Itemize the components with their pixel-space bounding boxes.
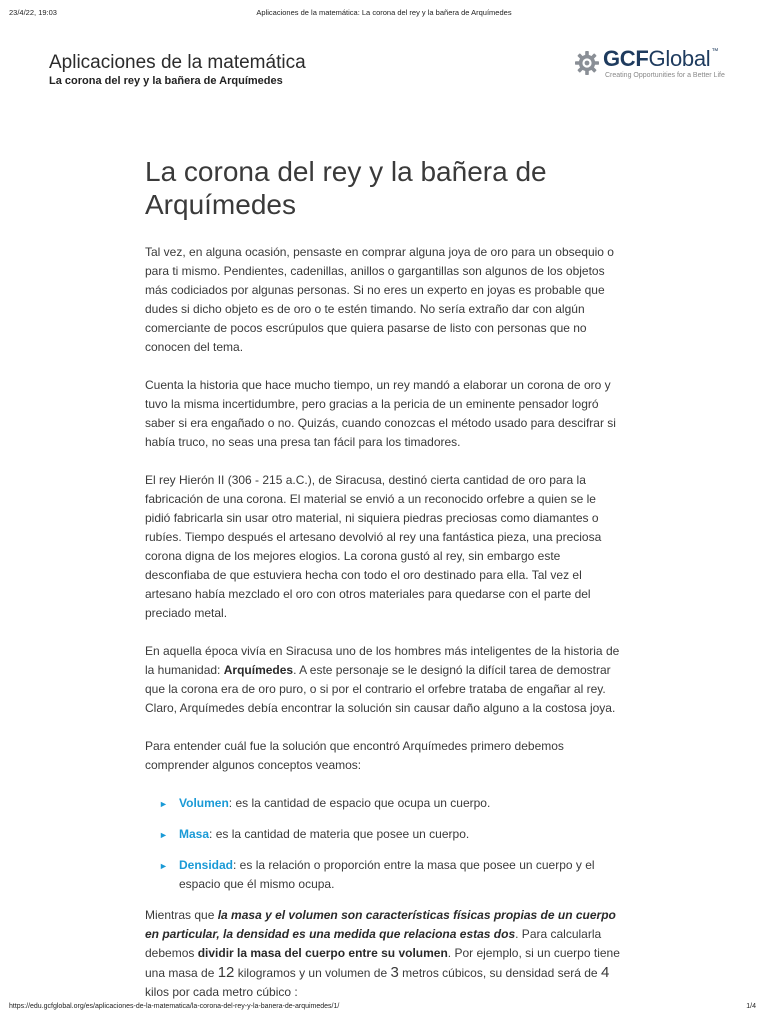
print-date: 23/4/22, 19:03 [9, 8, 57, 17]
term-masa: Masa [179, 827, 210, 841]
list-item-densidad: ► Densidad: es la relación o proporción entre la masa que posee un cuerpo y el espacio que él mismo ocupa. [159, 858, 595, 891]
print-document-title: Aplicaciones de la matemática: La corona del rey y la bañera de Arquímedes [256, 8, 512, 17]
page-url: https://edu.gcfglobal.org/es/aplicaciones-de-la-matematica/la-corona-del-rey-y-la-banera-de-arquimedes/1/ [9, 1003, 340, 1010]
page-number: 1/4 [746, 1003, 756, 1010]
logo-wordmark: GCFGlobal™ [603, 46, 719, 71]
article-title: La corona del rey y la bañera de Arquímedes [145, 156, 547, 220]
paragraph-archimedes: En aquella época vivía en Siracusa uno de los hombres más inteligentes de la historia de la humanidad: Arquímedes. A este personaje se le designó la difícil tarea de demostrar que la corona era de oro puro, o si por el contrario el orfebre trataba de engañar al rey. Claro, Arquímedes debía encontrar la solución sin causar daño alguno a la costosa joya. [145, 644, 620, 715]
triangle-bullet-icon: ► [159, 861, 168, 871]
gcfglobal-logo[interactable] [574, 46, 754, 86]
term-volumen: Volumen [179, 796, 229, 810]
print-footer [0, 1000, 768, 1024]
paragraph-concepts-intro: Para entender cuál fue la solución que encontró Arquímedes primero debemos comprender algunos conceptos veamos: [145, 739, 564, 772]
paragraph-density-definition: Mientras que la masa y el volumen son características físicas propias de un cuerpo en particular, la densidad es una medida que relaciona estas dos. Para calcularla debemos dividir la masa del cuerpo entre su volumen. Por ejemplo, si un cuerpo tiene una masa de 12 kilogramos y un volumen de 3 metros cúbicos, su densidad será de 4 kilos por cada metro cúbico : [145, 908, 620, 999]
concepts-list [145, 794, 623, 894]
list-item-masa: ► Masa: es la cantidad de materia que posee un cuerpo. [145, 825, 623, 844]
term-densidad: Densidad [179, 858, 234, 872]
triangle-bullet-icon: ► [159, 799, 168, 809]
gear-icon [574, 50, 600, 76]
print-header [0, 0, 768, 22]
list-item-volumen: ► Volumen: es la cantidad de espacio que ocupa un cuerpo. [145, 794, 623, 813]
archimedes-name: Arquímedes [223, 663, 294, 677]
site-subtitle[interactable]: La corona del rey y la bañera de Arquímedes [49, 75, 283, 87]
paragraph-king-hieron: El rey Hierón II (306 - 215 a.C.), de Siracusa, destinó cierta cantidad de oro para la fabricación de una corona. El material se envió a un reconocido orfebre a quien se le pidió fabricarla sin usar otro material, ni siquiera piedras preciosas como diamantes o rubíes. Tiempo después el artesano devolvió al rey una fantástica pieza, una preciosa corona digna de los mejores elogios. La corona gustó al rey, sin embargo este desconfiaba de que estuviera hecha con todo el oro destinado para ella. Tal vez el artesano había mezclado el oro con otros materiales para quedarse con el parte del preciado metal. [145, 473, 602, 620]
triangle-bullet-icon: ► [159, 830, 168, 840]
site-title[interactable]: Aplicaciones de la matemática [49, 52, 306, 73]
logo-tagline: Creating Opportunities for a Better Life [605, 72, 725, 79]
paragraph-history: Cuenta la historia que hace mucho tiempo, un rey mandó a elaborar un corona de oro y tuvo la misma incertidumbre, pero gracias a la pericia de un eminente pensador logró saber si era engañado o no. Quizás, cuando conozcas el método usado para descifrar si había truco, no seas una presa tan fácil para los timadores. [145, 378, 616, 449]
article [145, 155, 623, 1021]
paragraph-intro: Tal vez, en alguna ocasión, pensaste en comprar alguna joya de oro para un obsequio o para ti mismo. Pendientes, cadenillas, anillos o gargantillas son algunos de los objetos más codiciados por algunas personas. Si no eres un experto en joyas es probable que dudes si dicho objeto es de oro o te estén timando. No sería extraño dar con algún comerciante de pocos escrúpulos que quiera pasarse de listo con personas que no conocen del tema. [145, 245, 614, 354]
